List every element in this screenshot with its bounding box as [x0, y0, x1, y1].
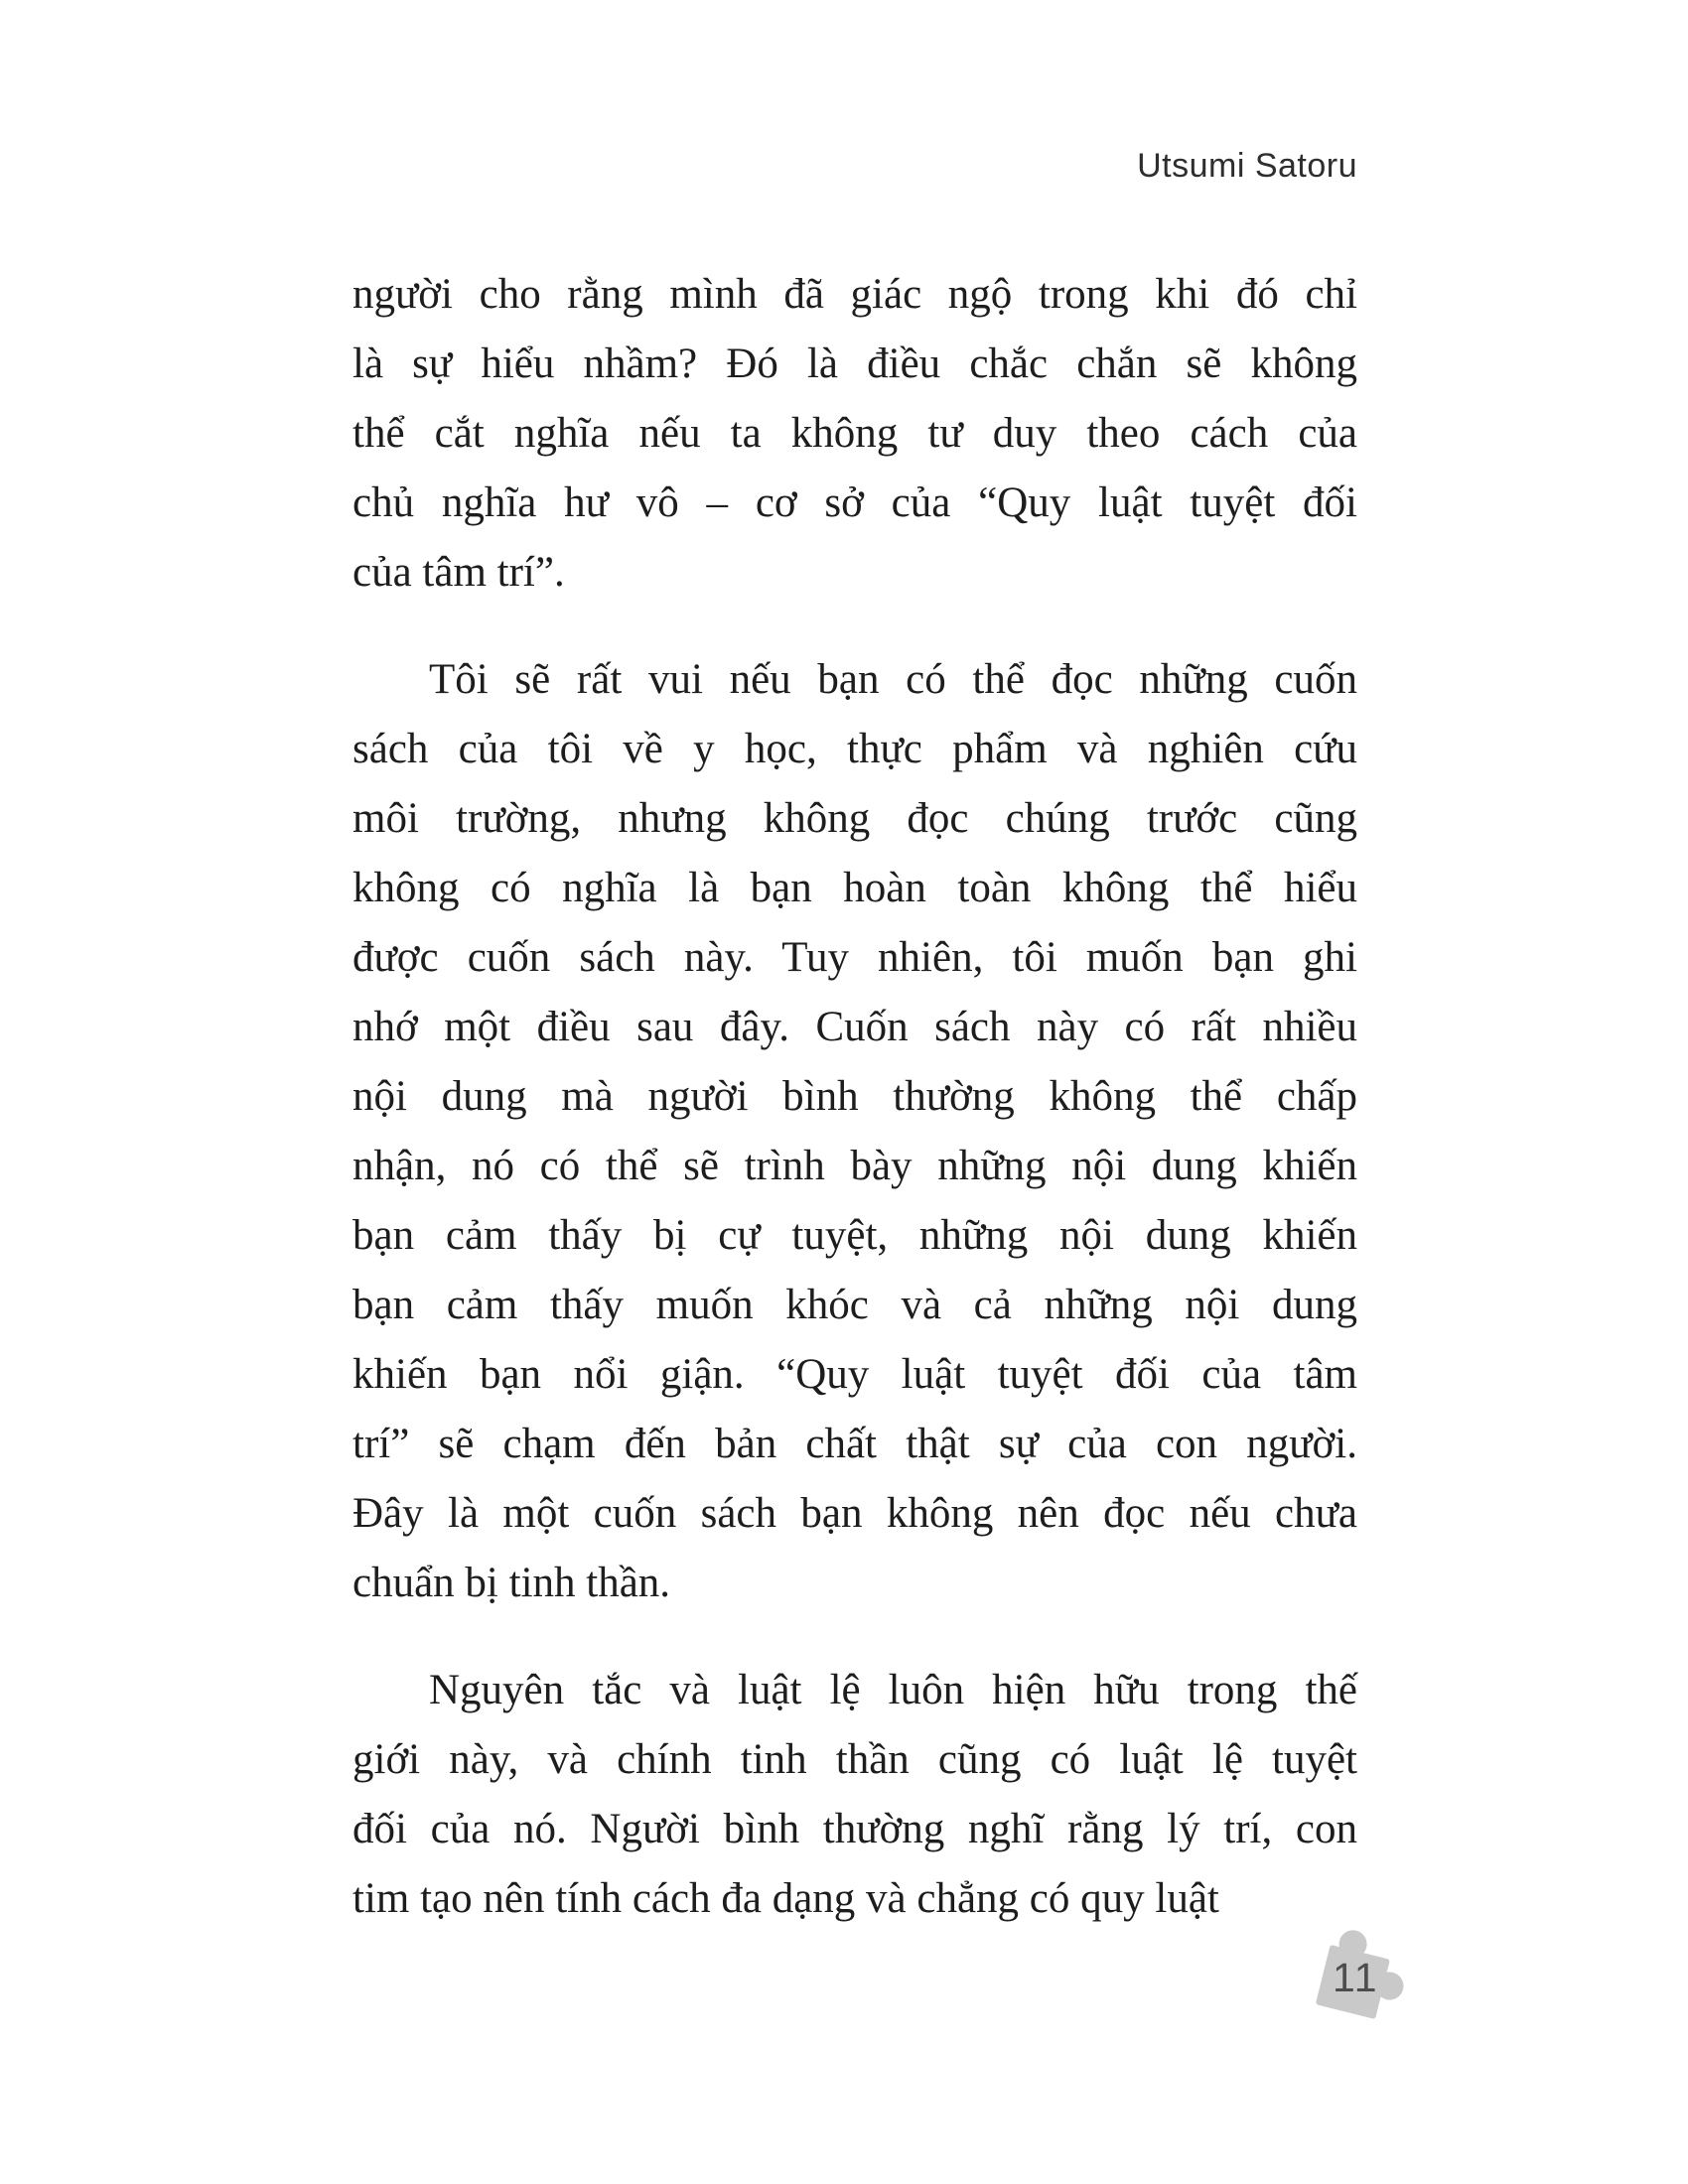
text-line: Tôi sẽ rất vui nếu bạn có thể đọc những cuốn	[429, 656, 1357, 703]
text-line: thể cắt nghĩa nếu ta không tư duy theo cách của	[352, 410, 1357, 457]
text-line: Đây là một cuốn sách bạn không nên đọc nếu chưa	[352, 1490, 1357, 1537]
text-line: khiến bạn nổi giận. “Quy luật tuyệt đối của tâm	[352, 1351, 1357, 1398]
text-line: nhận, nó có thể sẽ trình bày những nội dung khiến	[352, 1143, 1357, 1189]
paragraph	[352, 645, 1357, 1618]
body-text	[352, 260, 1357, 1934]
text-line: tim tạo nên tính cách đa dạng và chẳng có quy luật	[352, 1875, 1219, 1922]
text-line: chuẩn bị tinh thần.	[352, 1560, 671, 1606]
running-header-author: Utsumi Satoru	[1137, 147, 1357, 185]
text-line: bạn cảm thấy bị cự tuyệt, những nội dung khiến	[352, 1212, 1357, 1259]
text-line: là sự hiểu nhầm? Đó là điều chắc chắn sẽ không	[352, 341, 1357, 387]
text-line: nhớ một điều sau đây. Cuốn sách này có rất nhiều	[352, 1004, 1357, 1050]
text-line: giới này, và chính tinh thần cũng có luật lệ tuyệt	[352, 1736, 1357, 1783]
page-number: 11	[1333, 1955, 1379, 2000]
page-footer	[1301, 1922, 1415, 2021]
text-line: của tâm trí”.	[352, 549, 565, 596]
paragraph	[352, 260, 1357, 608]
text-line: không có nghĩa là bạn hoàn toàn không thể hiểu	[352, 865, 1357, 911]
text-line: được cuốn sách này. Tuy nhiên, tôi muốn bạn ghi	[352, 934, 1357, 981]
paragraph	[352, 1656, 1357, 1934]
text-line: môi trường, nhưng không đọc chúng trước cũng	[352, 795, 1357, 842]
text-line: sách của tôi về y học, thực phẩm và nghiên cứu	[352, 726, 1357, 772]
text-line: người cho rằng mình đã giác ngộ trong khi đó chỉ	[352, 271, 1357, 318]
text-line: đối của nó. Người bình thường nghĩ rằng lý trí, con	[352, 1806, 1357, 1852]
text-line: Nguyên tắc và luật lệ luôn hiện hữu trong thế	[429, 1667, 1357, 1713]
text-line: bạn cảm thấy muốn khóc và cả những nội dung	[352, 1282, 1357, 1328]
text-line: trí” sẽ chạm đến bản chất thật sự của con người.	[352, 1421, 1357, 1467]
text-line: chủ nghĩa hư vô – cơ sở của “Quy luật tuyệt đối	[352, 479, 1357, 526]
text-line: nội dung mà người bình thường không thể chấp	[352, 1073, 1357, 1120]
